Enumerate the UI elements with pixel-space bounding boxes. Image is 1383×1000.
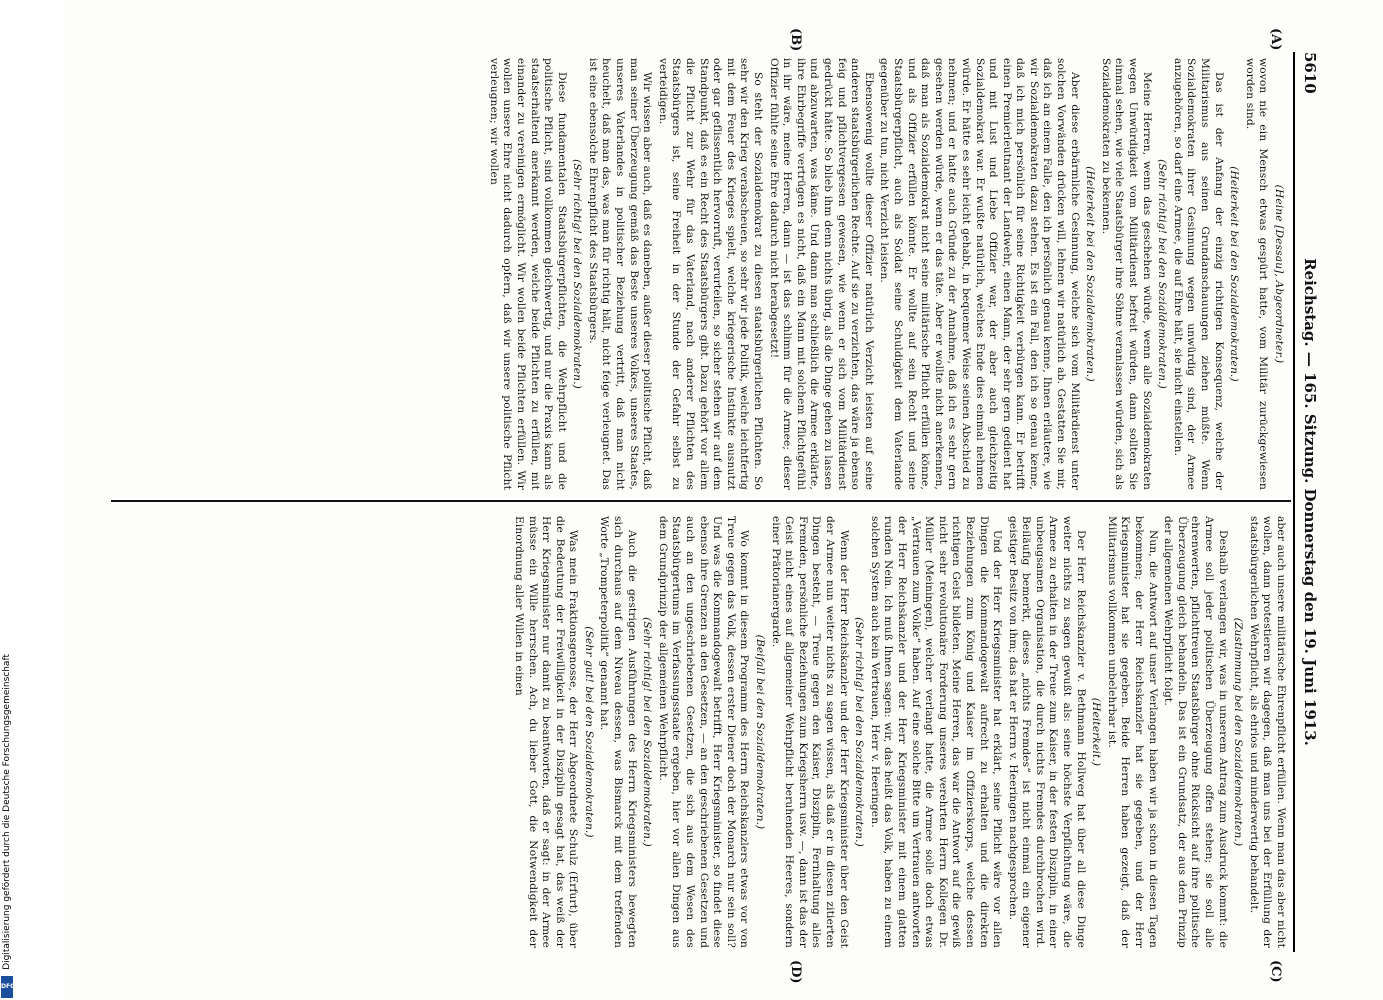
interjection: (Heiterkeit bei den Sozialdemokraten.) bbox=[1084, 166, 1097, 382]
margin-marker-a: (A) bbox=[1268, 28, 1283, 51]
interjection: (Beifall bei den Sozialdemokraten.) bbox=[754, 634, 767, 830]
interjection: (Heine [Dessau], Abgeordneter.) bbox=[1273, 184, 1285, 364]
paragraph: Wo kommt in diesem Programm des Herrn Reichskanzlers etwas vor von Treue gegen das Volk, dessen erster Diener doch der Monarch nur sein soll? Und was die Kommandogewalt betrifft, Herr Kriegsminister, so findet diese ebenso ihre Grenzen an den Gesetzen, — an den geschriebenen Gesetzen und auch an den ungeschriebenen Gesetzen, die sich aus dem Wesen des Staatsbürgertums im Verfassungsstaate ergeben, hier vor allen Dingen aus dem Grundprinzip der allgemeinen Wehrpflicht. bbox=[656, 516, 751, 948]
paragraph: Nun, die Antwort auf unser Verlangen haben wir ja schon in diesen Tagen bekommen; der Herr Reichskanzler hat sie gegeben, und der Herr Kriegsminister hat sie gegeben. Beide Herren haben gezeigt, daß der Militarismus vollkommen unbelehrbar ist. bbox=[1105, 516, 1159, 948]
paragraph: Wenn der Herr Reichskanzler und der Herr Kriegsminister über den Geist der Armee nun weiter nichts zu sagen wissen, als daß er in diesen zitierten Dingen besteht, — Treue gegen den Kaiser, Disziplin, Fernhaltung alles Fremden, persönliche Beziehungen zum Kriegsherrn usw. —, dann ist das der Geist nicht eines auf allgemeiner Wehrpflicht beruhenden Heeres, sondern einer Prätorianergarde. bbox=[769, 516, 850, 948]
header-rule bbox=[1293, 52, 1295, 952]
paragraph: Das ist der Anfang der einzig richtigen Konsequenz, welche der Militarismus aus seinen Grundanschauungen ziehen müßte. Wenn Sozialdemokraten ihrer Gesinnung wegen unwürdig sind, der Armee anzugehören, so darf eine Armee, die auf Ehre hält, sie nicht einstellen. bbox=[1171, 58, 1225, 490]
right-column bbox=[117, 516, 1287, 948]
dfg-logo: DFG bbox=[1, 976, 13, 998]
interjection: (Sehr gut! bei den Sozialdemokraten.) bbox=[582, 626, 595, 838]
margin-marker-d: (D) bbox=[788, 960, 803, 984]
left-column bbox=[117, 58, 1287, 490]
paragraph: Auch die gestrigen Ausführungen des Herrn Kriegsministers bewegten sich durchaus auf dem Niveau dessen, was Bismarck mit dem treffenden Worte „Trompeterpolitik“ genannt hat. bbox=[598, 516, 638, 948]
paragraph: Diese fundamentalen Staatsbürgerpflichten, die Wehrpflicht und die politische Pflicht, sind vollkommen gleichwertig, und nur die Praxis kann als staatserhaltend anerkannt werden, welche beide Pflichten zu erfüllen, mit einander zu vereinigen ermöglicht. Wir wollen beide Pflichten erfüllen. Wir wollen unsere Ehre nicht dadurch opfern, daß wir unsere politische Pflicht verleugnen; wir wollen bbox=[487, 58, 568, 490]
paragraph: Deshalb verlangen wir, was in unserem Antrag zum Ausdruck kommt: die Armee soll jeder politischen Überzeugung offen stehen; sie soll alle ehrenwerten, pflichttreuen Staatsbürger ohne Rücksicht auf ihre politische Überzeugung gleich behandeln. Das ist ein Grundsatz, der aus dem Prinzip der allgemeinen Wehrpflicht folgt. bbox=[1162, 516, 1229, 948]
credit-text: Digitalisierung gefördert durch die Deutsche Forschungsgemeinschaft bbox=[2, 654, 12, 970]
paragraph: Meine Herren, wenn das geschehen würde, wenn alle Sozialdemokraten wegen Unwürdigkeit vom Militärdienst befreit würden, dann sollten Sie einmal sehen, wie viele Staatsbürger ihre Söhne veranlassen würden, sich als Sozialdemokraten zu bekennen. bbox=[1099, 58, 1153, 490]
interjection: (Sehr richtig! bei den Sozialdemokraten.) bbox=[571, 159, 584, 389]
margin-marker-b: (B) bbox=[788, 28, 803, 52]
paragraph: Wir wissen aber auch, daß es daneben, außer dieser politische Pflicht, daß man seiner Überzeugung gemäß das Beste unseres Volkes, unseres Staates, unseres Vaterlandes in politischer Beziehung vertritt, daß man nicht heuchelt, daß man das, was man für richtig hält, nicht feige verleugnet. Das ist eine ebensolche Ehrenpflicht des Staatsbürgers. bbox=[586, 58, 654, 490]
interjection: (Sehr richtig! bei den Sozialdemokraten.) bbox=[853, 617, 866, 847]
paragraph: wovon nie ein Mensch etwas gespürt hatte, vom Militär zurückgewiesen worden sind. bbox=[1243, 58, 1270, 490]
paragraph: Was mein Fraktionsgenosse, der Herr Abgeordnete Schulz (Erfurt), über die Bedeutung der Freiwilligkeit in der Disziplin gesagt hat, das weiß der Herr Kriegsminister nur damit zu beantworten, daß er sagt: in der Armee müsse ein Wille herrschen. Ach, du lieber Gott, die Notwendigkeit der Einordnung aller Willen in einen bbox=[512, 516, 580, 948]
margin-marker-c: (C) bbox=[1268, 960, 1283, 983]
paragraph: Ebensowenig wollte dieser Offizier natürlich Verzicht leisten auf seine anderen staatsbürgerlichen Rechte. Auf sie zu verzichten, das wäre ja ebenso feig und pflichtvergessen gewesen, wie wenn er sich vom Militärdienst gedrückt hätte. So blieb ihm denn nichts übrig, als die Dinge gehen zu lassen und abzuwarten, was käme. Und dann man schließlich die Armee erklärte, ihre Ehrbegriffe vertrügen es nicht, daß ein Mann mit solchem Pflichtgefühl in ihr wäre, meine Herren, dann — ist das schlimm für die Armee; dieser Offizier fühlte seine Ehre dadurch nicht herabgesetzt! bbox=[767, 58, 875, 490]
interjection: (Sehr richtig! bei den Sozialdemokraten.) bbox=[1156, 159, 1169, 389]
interjection: (Heiterkeit.) bbox=[1090, 697, 1103, 767]
interjection: (Sehr richtig! bei den Sozialdemokraten.) bbox=[641, 617, 654, 847]
paragraph: aber auch unsere militärische Ehrenpflicht erfüllen. Wenn man das aber nicht wollen, dann protestieren wir dagegen, daß man uns bei der Erfüllung der staatsbürgerlichen Wehrpflicht, als ehrlos und minderwertig behandelt. bbox=[1247, 516, 1287, 948]
paragraph: So steht der Sozialdemokrat zu diesen staatsbürgerlichen Pflichten. So sehr wir den Krieg verabscheuen, so sehr wir jede Politik, welche leichtfertig mit dem Feuer des Krieges spielt, welche kriegerische Instinkte ausnutzt oder gar geflissentlich hervorruft, verurteilen, so sicher stehen wir auf dem Standpunkt, daß es ein Recht des Staatsbürgers gibt. Dazu gehört vor allem die Pflicht zur Wehr für das Vaterland, nach anderer Pflichten des Staatsbürgers ist, seine Freiheit in der Stunde der Gefahr selbst zu verteidigen. bbox=[656, 58, 765, 490]
interjection: (Zustimmung bei den Sozialdemokraten.) bbox=[1232, 617, 1245, 847]
digitization-credit bbox=[0, 600, 14, 1000]
paragraph: Und der Herr Kriegsminister hat erklärt, seine Pflicht wäre vor allen Dingen die Kommandogewalt aufrecht zu erhalten und die direkten Beziehungen zum König und Kaiser im Offizierskorps, welche dessen richtigen Geist bildeten. Meine Herren, das war die Antwort auf die gewiß nicht sehr revolutionäre Forderung unseres verehrten Herrn Kollegen Dr. Müller (Meiningen), welcher verlangt hatte, die Armee solle doch etwas „Vertrauen zum Volke“ haben. Auf eine solche Bitte um Vertrauen antworten der Herr Reichskanzler und der Herr Kriegsminister mit einem glatten runden Nein. Ich muß Ihnen sagen: wir, das heißt das Volk, haben zu einem solchen System auch kein Vertrauen, Herr v. Heeringen. bbox=[868, 516, 1004, 948]
page-number: 5610 bbox=[1301, 52, 1319, 94]
page-title: Reichstag. — 165. Sitzung. Donnerstag den 19. Juni 1913. bbox=[1301, 258, 1319, 746]
interjection: (Heiterkeit bei den Sozialdemokraten.) bbox=[1228, 166, 1241, 382]
paragraph: Aber diese erbärmliche Gesinnung, welche sich vom Militärdienst unter solchen Vorwänden drücken will, lehnen wir natürlich ab. Gestatten Sie mir, daß ich an einem Falle, den ich persönlich genau kenne, Ihnen erläutere, wie wir Sozialdemokraten dazu stehen. Es ist ein Fall, den ich so genau kenne, daß ich mich persönlich für seine Richtigkeit verbürgen kann. Er betrifft einen Premierleutnant der Landwehr, einen Mann, der sehr gern gedient hat und mit Lust und Liebe Offizier war, der aber auch gleichzeitig Sozialdemokrat war. Er wußte natürlich, welches Ende dies einmal nehmen würde. Er hätte es sehr leicht gehabt, in bequemer Weise seinen Abschied zu nehmen; und er hatte auch Gründe zu der Annahme, daß ich es sehr gern gesehen werden würde, wenn er das täte. Aber er wollte nicht anerkennen, daß man als Sozialdemokrat nicht seine militärische Pflicht erfüllen könne, und als Offizier erfüllen könnte. Er wollte auf sein Recht und seine Staatsbürgerpflicht, auch als Soldat seine Schuldigkeit dem Vaterlande gegenüber zu tun, nicht Verzicht leisten. bbox=[878, 58, 1081, 490]
paragraph: Der Herr Reichskanzler v. Bethmann Hollweg hat über all diese Dinge weiter nichts zu sagen gewußt als: seine höchste Verpflichtung wäre, die Armee zu erhalten in der Treue zum Kaiser, in der festen Disziplin, in einer unbeugsamen Organisation, die durch nichts Fremdes durchbrochen wird. Beiläufig bemerkt, dieses „nichts Fremdes“ ist nicht einmal ein eigener geistiger Besitz von ihm; das hat er Herrn v. Heeringen nachgesprochen. bbox=[1006, 516, 1087, 948]
document-page bbox=[63, 0, 1383, 1000]
page-header bbox=[1297, 52, 1321, 952]
column-divider bbox=[111, 500, 1291, 502]
